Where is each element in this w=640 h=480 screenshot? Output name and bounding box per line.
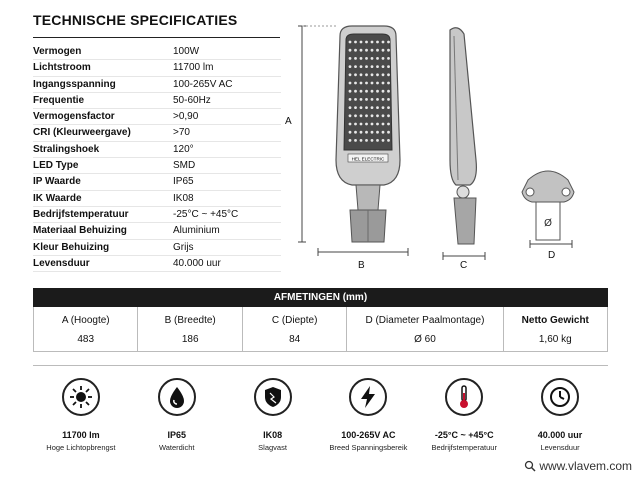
- feature-title: 11700 lm: [62, 430, 100, 440]
- led-dot: [376, 90, 379, 93]
- feature-title: 40.000 uur: [537, 430, 583, 440]
- feature-item: [33, 372, 129, 452]
- spec-label: LED Type: [33, 160, 79, 172]
- feature-subtitle: Breed Spanningsbereik: [329, 443, 408, 452]
- led-dot: [376, 114, 379, 117]
- spec-row: [33, 240, 281, 256]
- spec-row: [33, 174, 281, 190]
- dim-c-label: C: [460, 260, 468, 271]
- lamp-drawing: [280, 20, 630, 280]
- dim-col-c: [243, 307, 347, 351]
- thermometer-icon: [445, 378, 483, 416]
- led-dot: [349, 131, 352, 134]
- led-dot: [371, 106, 374, 109]
- led-dot: [354, 57, 357, 60]
- led-dot: [382, 90, 385, 93]
- led-dot: [387, 65, 390, 68]
- feature-subtitle: Slagvast: [258, 443, 287, 452]
- feature-list: [33, 372, 608, 452]
- led-dot: [365, 139, 368, 142]
- spec-row: [33, 60, 281, 76]
- led-dot: [387, 114, 390, 117]
- spec-value: >70: [173, 127, 190, 139]
- led-dot: [382, 131, 385, 134]
- spec-row: [33, 44, 281, 60]
- feature-title: 100-265V AC: [341, 430, 396, 440]
- dim-col-weight: [504, 307, 607, 351]
- dim-a-label: A: [285, 116, 292, 127]
- led-dot: [387, 139, 390, 142]
- spec-value: 11700 lm: [173, 62, 214, 74]
- led-dot: [376, 82, 379, 85]
- brand-logo: HEL ELECTRIC: [351, 156, 385, 162]
- shield-icon: [254, 378, 292, 416]
- spec-label: Ingangsspanning: [33, 78, 116, 90]
- led-dot: [365, 90, 368, 93]
- dim-header: (Breedte): [171, 315, 216, 326]
- spec-value: Aluminium: [173, 225, 220, 237]
- led-dot: [360, 49, 363, 52]
- led-dot: [376, 73, 379, 76]
- led-dot: [376, 123, 379, 126]
- led-dot: [371, 114, 374, 117]
- dimensions-banner: AFMETINGEN (mm): [33, 288, 608, 307]
- led-dot: [371, 73, 374, 76]
- led-dot: [360, 114, 363, 117]
- led-dot: [365, 57, 368, 60]
- led-dot: [349, 57, 352, 60]
- dim-col-d: [347, 307, 503, 351]
- spec-value: 120°: [173, 143, 194, 155]
- feature-subtitle: Levensduur: [540, 443, 580, 452]
- dim-letter: C: [271, 315, 280, 326]
- clock-icon: [541, 378, 579, 416]
- dim-col-a: [34, 307, 138, 351]
- spec-label: Frequentie: [33, 94, 85, 106]
- led-dot: [371, 65, 374, 68]
- spec-value: 50-60Hz: [173, 94, 211, 106]
- dim-header: (Diameter Paalmontage): [372, 315, 485, 326]
- spec-table: [33, 44, 281, 272]
- dim-value: 84: [289, 334, 301, 345]
- led-dot: [376, 98, 379, 101]
- row-divider: [33, 271, 281, 272]
- spec-row: [33, 207, 281, 223]
- dim-d-label: D: [548, 250, 556, 261]
- page-title: TECHNISCHE SPECIFICATIES: [33, 12, 238, 28]
- led-dot: [349, 41, 352, 44]
- led-dot: [354, 73, 357, 76]
- spec-value: 100-265V AC: [173, 78, 233, 90]
- spec-label: Materiaal Behuizing: [33, 225, 127, 237]
- led-dot: [360, 41, 363, 44]
- led-dot: [354, 106, 357, 109]
- led-dot: [354, 65, 357, 68]
- led-dot: [365, 82, 368, 85]
- led-dot: [376, 139, 379, 142]
- led-dot: [360, 90, 363, 93]
- spec-label: IK Waarde: [33, 192, 82, 204]
- led-dot: [360, 73, 363, 76]
- side-view: [450, 28, 476, 244]
- feature-item: [320, 372, 416, 452]
- spec-row: [33, 125, 281, 141]
- led-dot: [382, 98, 385, 101]
- led-dot: [371, 98, 374, 101]
- spec-row: [33, 109, 281, 125]
- led-dot: [371, 82, 374, 85]
- mount-view: [522, 171, 574, 240]
- led-dot: [349, 49, 352, 52]
- feature-item: [129, 372, 225, 452]
- led-dot: [382, 73, 385, 76]
- led-dot: [354, 98, 357, 101]
- led-dot: [365, 65, 368, 68]
- led-dot: [371, 123, 374, 126]
- spec-value: 40.000 uur: [173, 257, 221, 269]
- feature-subtitle: Bedrijfstemperatuur: [431, 443, 497, 452]
- spec-value: Grijs: [173, 241, 194, 253]
- led-dot: [349, 139, 352, 142]
- feature-subtitle: Hoge Lichtopbrengst: [46, 443, 116, 452]
- spec-label: Levensduur: [33, 257, 90, 269]
- feature-title: -25°C ~ +45°C: [434, 430, 494, 440]
- dim-header: (Diepte): [279, 315, 318, 326]
- spec-label: Lichtstroom: [33, 62, 91, 74]
- dim-letter: B: [164, 315, 172, 326]
- spec-label: Stralingshoek: [33, 143, 100, 155]
- led-dot: [354, 139, 357, 142]
- led-dot: [365, 73, 368, 76]
- water-drop-icon: [158, 378, 196, 416]
- led-dot: [382, 49, 385, 52]
- led-dot: [387, 123, 390, 126]
- sun-icon: [62, 378, 100, 416]
- pole-diameter-symbol: Ø: [544, 218, 552, 229]
- watermark: [524, 459, 632, 473]
- led-dot: [382, 65, 385, 68]
- led-dot: [371, 41, 374, 44]
- led-dot: [371, 90, 374, 93]
- led-dot: [365, 131, 368, 134]
- led-dot: [371, 139, 374, 142]
- spec-value: 100W: [173, 46, 200, 57]
- led-dot: [354, 90, 357, 93]
- spec-row: [33, 191, 281, 207]
- led-dot: [349, 90, 352, 93]
- dim-value: 483: [77, 334, 95, 345]
- led-dot: [354, 123, 357, 126]
- side-pivot: [457, 186, 469, 198]
- technical-drawing: [280, 20, 630, 280]
- spec-label: CRI (Kleurweergave): [33, 127, 131, 139]
- feature-item: [512, 372, 608, 452]
- lightning-icon: [349, 378, 387, 416]
- spec-row: [33, 142, 281, 158]
- mount-cap: [522, 171, 574, 202]
- led-dot: [360, 82, 363, 85]
- watermark-text: www.vlavem.com: [539, 459, 632, 473]
- led-dot: [360, 131, 363, 134]
- spec-row: [33, 223, 281, 239]
- dim-value: 1,60 kg: [538, 334, 572, 345]
- led-dot: [387, 131, 390, 134]
- led-dot: [371, 57, 374, 60]
- spec-value: -25°C ~ +45°C: [173, 208, 239, 220]
- led-dot: [382, 41, 385, 44]
- led-dot: [371, 49, 374, 52]
- spec-value: IK08: [173, 192, 194, 204]
- led-dot: [360, 106, 363, 109]
- led-dot: [382, 82, 385, 85]
- spec-label: Vermogensfactor: [33, 111, 115, 123]
- feature-subtitle: Waterdicht: [158, 443, 195, 452]
- feature-item: [416, 372, 512, 452]
- led-dot: [349, 65, 352, 68]
- led-dot: [354, 131, 357, 134]
- led-dot: [387, 90, 390, 93]
- led-dot: [349, 114, 352, 117]
- led-dot: [376, 65, 379, 68]
- led-dot: [382, 139, 385, 142]
- led-dot: [371, 131, 374, 134]
- led-dot: [387, 73, 390, 76]
- dimensions-table: [33, 307, 608, 352]
- led-dot: [387, 41, 390, 44]
- feature-title: IP65: [167, 430, 186, 440]
- title-divider: [33, 37, 280, 38]
- led-dot: [365, 41, 368, 44]
- led-dot: [349, 82, 352, 85]
- feature-title: IK08: [263, 430, 283, 440]
- led-dot: [360, 123, 363, 126]
- dim-value: 186: [181, 334, 199, 345]
- dim-letter: A: [61, 315, 68, 326]
- spec-row: [33, 93, 281, 109]
- spec-row: [33, 256, 281, 272]
- led-dot: [382, 106, 385, 109]
- led-dot: [354, 82, 357, 85]
- led-dot: [354, 49, 357, 52]
- led-dot: [382, 57, 385, 60]
- led-dot: [387, 49, 390, 52]
- spec-label: Kleur Behuizing: [33, 241, 110, 253]
- led-dot: [365, 114, 368, 117]
- led-dot: [360, 139, 363, 142]
- led-dot: [360, 98, 363, 101]
- dim-b-label: B: [358, 260, 365, 271]
- side-mount: [454, 198, 476, 244]
- dim-letter: D: [365, 315, 373, 326]
- led-dot: [387, 57, 390, 60]
- led-dot: [365, 106, 368, 109]
- spec-label: Bedrijfstemperatuur: [33, 208, 129, 220]
- spec-label: Vermogen: [33, 46, 82, 57]
- spec-label: IP Waarde: [33, 176, 81, 188]
- front-view: [336, 26, 400, 242]
- dim-header: (Hoogte): [67, 315, 110, 326]
- mount-screw-left: [526, 188, 534, 196]
- spec-value: IP65: [173, 176, 194, 188]
- led-dot: [382, 114, 385, 117]
- led-dot: [387, 82, 390, 85]
- led-dot: [365, 98, 368, 101]
- led-dot: [376, 57, 379, 60]
- spec-value: >0,90: [173, 111, 199, 123]
- led-dot: [365, 49, 368, 52]
- led-dot: [376, 49, 379, 52]
- dim-value: Ø 60: [414, 334, 436, 345]
- spec-row: [33, 158, 281, 174]
- led-dot: [376, 41, 379, 44]
- led-dot: [349, 98, 352, 101]
- led-dot: [354, 41, 357, 44]
- feature-item: [225, 372, 321, 452]
- dim-col-b: [138, 307, 242, 351]
- led-dot: [387, 98, 390, 101]
- led-dot: [387, 106, 390, 109]
- magnifier-icon: [524, 460, 536, 472]
- led-dot: [349, 106, 352, 109]
- led-dot: [376, 131, 379, 134]
- mount-screw-right: [562, 188, 570, 196]
- led-dot: [365, 123, 368, 126]
- led-dot: [349, 73, 352, 76]
- led-dot: [360, 57, 363, 60]
- spec-row: [33, 77, 281, 93]
- led-dot: [354, 114, 357, 117]
- lamp-neck: [356, 185, 380, 210]
- led-dot: [360, 65, 363, 68]
- led-dot: [376, 106, 379, 109]
- dim-header: Netto Gewicht: [521, 315, 589, 326]
- led-dot: [349, 123, 352, 126]
- led-dot: [382, 123, 385, 126]
- spec-value: SMD: [173, 160, 196, 172]
